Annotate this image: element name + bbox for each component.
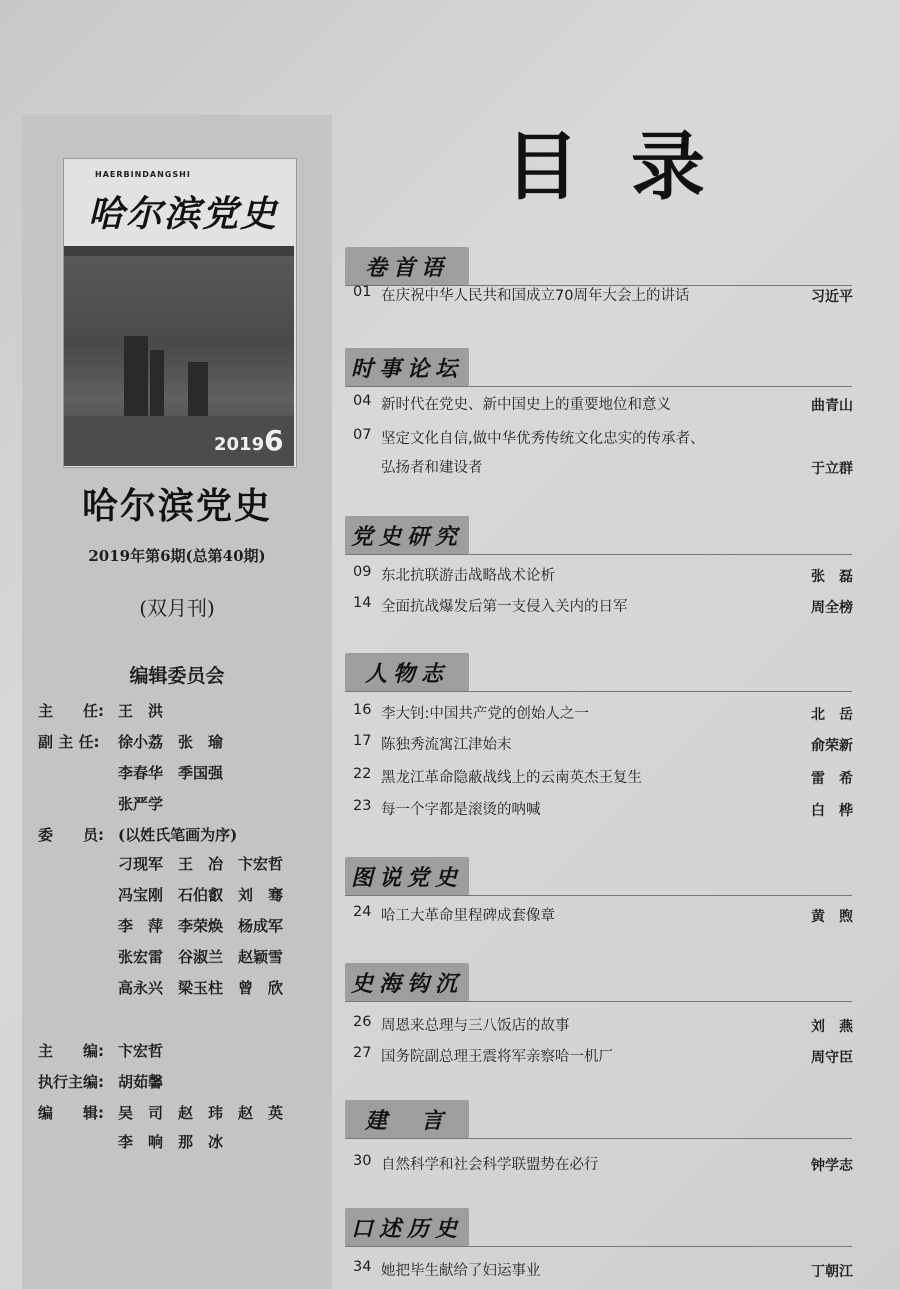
board-names: 刁现军 王 冶 卞宏哲	[118, 855, 284, 873]
entry-title: 李大钊:中国共产党的创始人之一	[381, 706, 589, 722]
entry-title: 自然科学和社会科学联盟势在必行	[381, 1157, 599, 1173]
section-header	[345, 653, 469, 691]
cover-building	[188, 362, 208, 416]
board-role: 主 任:	[38, 702, 104, 720]
board-names: 徐小荔 张 瑜	[118, 733, 224, 751]
entry-page-number: 16	[353, 702, 372, 718]
entry-author: 于立群	[811, 461, 853, 477]
section-title: 口述历史	[350, 1216, 463, 1242]
issue-line: 2019年第6期(总第40期)	[88, 547, 266, 565]
entry-page-number: 17	[353, 733, 372, 749]
toc-entry[interactable]	[353, 456, 853, 482]
entry-page-number: 07	[353, 427, 372, 443]
section-title: 史海钩沉	[350, 971, 463, 997]
cover-issue: 6	[264, 424, 284, 457]
board-names: 冯宝刚 石伯叡 刘 骞	[118, 886, 284, 904]
entry-author: 习近平	[811, 289, 853, 305]
board-role: 主 编:	[38, 1042, 104, 1060]
toc-entry[interactable]	[353, 904, 853, 930]
board-role: 执行主编:	[38, 1073, 104, 1091]
toc-entry[interactable]	[353, 702, 853, 728]
toc-title: 目录	[505, 124, 757, 210]
toc-entry[interactable]	[353, 1259, 853, 1285]
entry-author: 雷 希	[811, 771, 853, 787]
board-names: 胡茹馨	[118, 1073, 164, 1091]
toc-entry[interactable]	[353, 284, 853, 310]
cover-band	[64, 246, 294, 256]
entry-author: 曲青山	[811, 398, 853, 414]
toc-entry[interactable]	[353, 1153, 853, 1179]
section-header	[345, 1100, 469, 1138]
entry-page-number: 23	[353, 798, 372, 814]
section-title: 人物志	[364, 661, 449, 687]
toc-entry[interactable]	[353, 1014, 853, 1040]
entry-author: 周全榜	[811, 600, 853, 616]
entry-page-number: 34	[353, 1259, 372, 1275]
section-header	[345, 516, 469, 554]
section-rule	[345, 554, 852, 555]
entry-page-number: 22	[353, 766, 372, 782]
section-rule	[345, 691, 852, 692]
entry-title: 东北抗联游击战略战术论析	[381, 568, 555, 584]
section-title: 建 言	[364, 1108, 449, 1134]
entry-title: 陈独秀流寓江津始末	[381, 737, 512, 753]
toc-entry[interactable]	[353, 595, 853, 621]
entry-page-number: 24	[353, 904, 372, 920]
entry-title: 周恩来总理与三八饭店的故事	[381, 1018, 570, 1034]
toc-entry[interactable]	[353, 733, 853, 759]
board-names: 吴 司 赵 玮 赵 英	[118, 1104, 284, 1122]
section-rule	[345, 1138, 852, 1139]
board-names: 高永兴 梁玉柱 曾 欣	[118, 979, 284, 997]
entry-title: 她把毕生献给了妇运事业	[381, 1263, 541, 1279]
entry-author: 丁朝江	[811, 1264, 853, 1280]
board-names: 李春华 季国强	[118, 764, 224, 782]
section-rule	[345, 1246, 852, 1247]
entry-page-number: 26	[353, 1014, 372, 1030]
cover-year-issue	[214, 424, 284, 457]
editorial-board-title: 编辑委员会	[129, 665, 225, 687]
board-names: (以姓氏笔画为序)	[118, 826, 238, 844]
section-title: 时事论坛	[350, 356, 463, 382]
magazine-title: 哈尔滨党史	[81, 486, 272, 527]
entry-author: 俞荣新	[811, 738, 853, 754]
toc-entry[interactable]	[353, 393, 853, 419]
entry-title: 新时代在党史、新中国史上的重要地位和意义	[381, 397, 671, 413]
entry-author: 周守臣	[811, 1050, 853, 1066]
entry-author: 黄 煦	[811, 909, 853, 925]
toc-entry[interactable]	[353, 798, 853, 824]
board-names: 李 响 那 冰	[118, 1133, 224, 1151]
cover-building	[150, 350, 164, 416]
section-rule	[345, 1001, 852, 1002]
section-title: 卷首语	[364, 255, 449, 281]
entry-page-number: 14	[353, 595, 372, 611]
entry-author: 白 桦	[811, 803, 853, 819]
entry-author: 张 磊	[811, 569, 853, 585]
board-role: 编 辑:	[38, 1104, 104, 1122]
entry-author: 刘 燕	[811, 1019, 853, 1035]
section-title: 党史研究	[350, 524, 463, 550]
board-names: 张宏雷 谷淑兰 赵颖雪	[118, 948, 284, 966]
section-title: 图说党史	[350, 865, 463, 891]
toc-entry[interactable]	[353, 564, 853, 590]
cover-building	[124, 336, 148, 416]
entry-page-number: 27	[353, 1045, 372, 1061]
cover-pinyin: HAERBINDANGSHI	[95, 170, 191, 179]
board-names: 李 萍 李荣焕 杨成军	[118, 917, 284, 935]
entry-title: 国务院副总理王震将军亲察哈一机厂	[381, 1049, 613, 1065]
toc-entry[interactable]	[353, 766, 853, 792]
toc-entry[interactable]	[353, 1045, 853, 1071]
entry-title: 哈工大革命里程碑成套像章	[381, 908, 555, 924]
section-header	[345, 857, 469, 895]
section-header	[345, 348, 469, 386]
entry-page-number: 04	[353, 393, 372, 409]
toc-entry[interactable]	[353, 427, 853, 453]
board-role: 委 员:	[38, 826, 104, 844]
entry-author: 钟学志	[811, 1158, 853, 1174]
section-header	[345, 963, 469, 1001]
entry-page-number: 09	[353, 564, 372, 580]
frequency: (双月刊)	[139, 596, 215, 620]
board-role: 副 主 任:	[38, 733, 100, 751]
entry-author: 北 岳	[811, 707, 853, 723]
cover-title: 哈尔滨党史	[88, 193, 279, 235]
section-rule	[345, 895, 852, 896]
entry-title: 每一个字都是滚烫的呐喊	[381, 802, 541, 818]
section-header	[345, 247, 469, 285]
entry-title: 全面抗战爆发后第一支侵入关内的日军	[381, 599, 628, 615]
section-rule	[345, 386, 852, 387]
board-names: 张严学	[118, 795, 164, 813]
cover-year: 2019	[214, 434, 265, 455]
board-names: 王 洪	[118, 702, 164, 720]
board-names: 卞宏哲	[118, 1042, 164, 1060]
section-header	[345, 1208, 469, 1246]
entry-title: 在庆祝中华人民共和国成立70周年大会上的讲话	[381, 288, 690, 304]
entry-page-number: 30	[353, 1153, 372, 1169]
entry-page-number: 01	[353, 284, 372, 300]
entry-title: 坚定文化自信,做中华优秀传统文化忠实的传承者、	[381, 431, 705, 447]
entry-title: 弘扬者和建设者	[381, 460, 483, 476]
entry-title: 黑龙江革命隐蔽战线上的云南英杰王复生	[381, 770, 642, 786]
